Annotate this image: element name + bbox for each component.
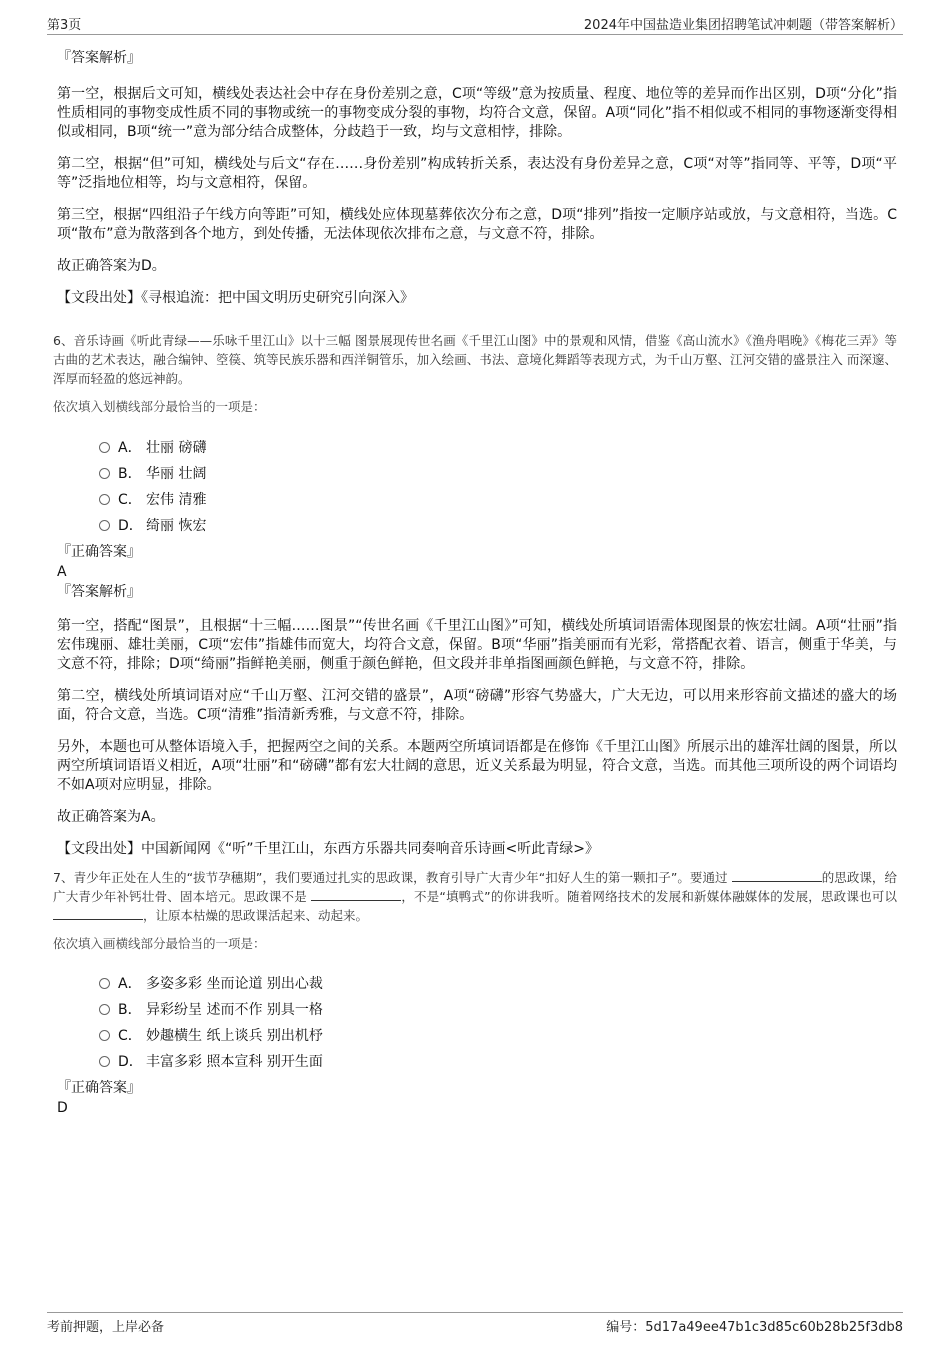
q7-stem: 7、青少年正处在人生的“拔节孕穗期”，我们要通过扎实的思政课，教育引导广大青少年“扣好人生的第一颗扣子”。要通过 的思政课，给广大青少年补钙壮骨、固本培元。思政课不是 ，不是“填鸭式”的你讲我听。随着网络技术的发展和新媒体融媒体的发展，思政课也可以 ，让原本枯燥的思政课活起来、动起来。 — [53, 870, 897, 923]
q5-source: 【文段出处】《寻根追流：把中国文明历史研究引向深入》 — [57, 290, 414, 306]
q6-answer: A — [57, 564, 67, 580]
q7-option-d[interactable]: D． 丰富多彩 照本宣科 别开生面 — [99, 1048, 897, 1074]
fill-blank-2 — [311, 889, 401, 901]
q6-conclusion: 故正确答案为A。 — [57, 809, 165, 825]
q5-analysis-label: 『答案解析』 — [57, 50, 141, 66]
q7-options — [57, 970, 897, 1074]
q5-analysis-p1: 第一空，根据后文可知，横线处表达社会中存在身份差别之意，C项“等级”意为按质量、程度、地位等的差异而作出区别，D项“分化”指性质相同的事物变成性质不同的事物或统一的事物变成分裂的事物，均符合文意，保留。A项“同化”指不相似或不相同的事物逐渐变得相似或相同，B项“统一”意为部分结合成整体，分歧趋于一致，均与文意相悖，排除。 — [57, 86, 897, 140]
q5-analysis-p3: 第三空，根据“四组沿子午线方向等距”可知，横线处应体现墓葬依次分布之意，D项“排列”指按一定顺序站或放，与文意相符，当选。C项“散布”意为散落到各个地方，到处传播，无法体现依次排布之意，与文意不符，排除。 — [57, 207, 897, 242]
q6-option-c[interactable]: C． 宏伟 清雅 — [99, 486, 897, 512]
q7-instruction: 依次填入画横线部分最恰当的一项是： — [53, 936, 266, 951]
fill-blank-1 — [732, 870, 822, 882]
page-footer — [47, 1312, 903, 1336]
q6-analysis-p2: 第二空，横线处所填词语对应“千山万壑、江河交错的盛景”，A项“磅礴”形容气势盛大，广大无边，可以用来形容前文描述的盛大的场面，符合文意，当选。C项“清雅”指清新秀雅，与文意不符，排除。 — [57, 688, 897, 723]
radio-icon[interactable] — [99, 1056, 110, 1067]
page-header — [47, 14, 903, 35]
q6-stem: 6、音乐诗画《听此青绿——乐咏千里江山》以十三幅 图景展现传世名画《千里江山图》中的景观和风情，借鉴《高山流水》《渔舟唱晚》《梅花三弄》等古曲的艺术表达，融合编钟、箜篌、筑等民族乐器和西洋铜管乐，加入绘画、书法、意境化舞蹈等表现方式，为千山万壑、江河交错的盛景注入 而深邃、浑厚而轻盈的悠远神韵。 — [53, 333, 897, 386]
q6-option-d[interactable]: D． 绮丽 恢宏 — [99, 512, 897, 538]
q6-analysis-p1: 第一空，搭配“图景”，且根据“十三幅……图景”“传世名画《千里江山图》”可知，横线处所填词语需体现图景的恢宏壮阔。A项“壮丽”指宏伟瑰丽、雄壮美丽，C项“宏伟”指雄伟而宽大，均符合文意，保留。B项“华丽”指美丽而有光彩，常搭配衣着、语言，侧重于华美，与文意不符，排除；D项“绮丽”指鲜艳美丽，侧重于颜色鲜艳，但文段并非单指图画颜色鲜艳，与文意不符，排除。 — [57, 618, 897, 672]
q7-option-b[interactable]: B． 异彩纷呈 述而不作 别具一格 — [99, 996, 897, 1022]
document-title: 2024年中国盐造业集团招聘笔试冲刺题（带答案解析） — [583, 18, 903, 33]
q6-instruction: 依次填入划横线部分最恰当的一项是： — [53, 399, 266, 414]
radio-icon[interactable] — [99, 442, 110, 453]
radio-icon[interactable] — [99, 1030, 110, 1041]
q6-analysis-label: 『答案解析』 — [57, 584, 141, 600]
q7-option-a[interactable]: A． 多姿多彩 坐而论道 别出心裁 — [99, 970, 897, 996]
q7-answer: D — [57, 1100, 68, 1116]
document-id: 编号：5d17a49ee47b1c3d85c60b28b25f3db8 — [606, 1320, 903, 1335]
radio-icon[interactable] — [99, 494, 110, 505]
q6-answer-label: 『正确答案』 — [57, 544, 141, 560]
q5-analysis-p2: 第二空，根据“但”可知，横线处与后文“存在……身份差别”构成转折关系，表达没有身份差异之意，C项“对等”指同等、平等，D项“平等”泛指地位相等，均与文意相符，保留。 — [57, 156, 897, 191]
radio-icon[interactable] — [99, 1004, 110, 1015]
q6-analysis-p3: 另外，本题也可从整体语境入手，把握两空之间的关系。本题两空所填词语都是在修饰《千里江山图》所展示出的雄浑壮阔的图景，所以两空所填词语语义相近，A项“壮丽”和“磅礴”都有宏大壮阔的意思，近义关系最为明显，符合文意，当选。而其他三项所设的两个词语均不如A项对应明显，排除。 — [57, 739, 897, 793]
q6-option-a[interactable]: A． 壮丽 磅礴 — [99, 434, 897, 460]
q7-option-c[interactable]: C． 妙趣横生 纸上谈兵 别出机杼 — [99, 1022, 897, 1048]
q7-answer-label: 『正确答案』 — [57, 1080, 141, 1096]
page-number: 第3页 — [47, 18, 82, 33]
q5-conclusion: 故正确答案为D。 — [57, 258, 166, 274]
document-body — [53, 44, 897, 1118]
footer-slogan: 考前押题，上岸必备 — [47, 1320, 165, 1335]
radio-icon[interactable] — [99, 520, 110, 531]
radio-icon[interactable] — [99, 978, 110, 989]
q6-option-b[interactable]: B． 华丽 壮阔 — [99, 460, 897, 486]
q6-options — [57, 434, 897, 538]
radio-icon[interactable] — [99, 468, 110, 479]
q6-source: 【文段出处】中国新闻网《“听”千里江山，东西方乐器共同奏响音乐诗画<听此青绿>》 — [57, 841, 599, 857]
fill-blank-3 — [53, 908, 143, 920]
